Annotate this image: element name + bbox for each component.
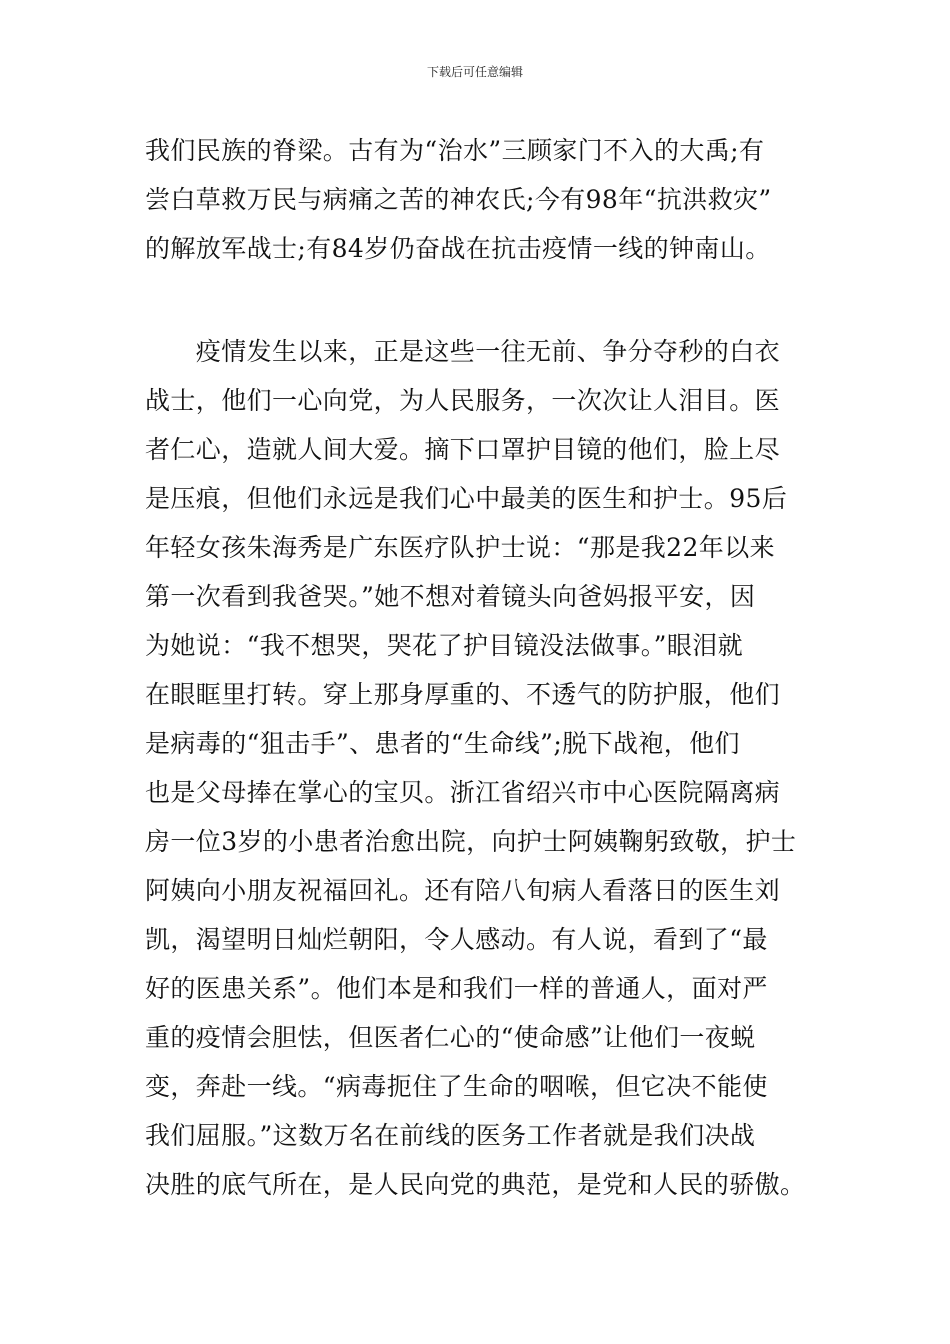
- text-line: 的解放军战士;有84岁仍奋战在抗击疫情一线的钟南山。: [145, 234, 771, 263]
- text-line: 是压痕，但他们永远是我们心中最美的医生和护士。95后: [145, 484, 788, 513]
- text-line: 战士，他们一心向党，为人民服务，一次次让人泪目。医: [145, 386, 781, 415]
- text-line: 房一位3岁的小患者治愈出院，向护士阿姨鞠躬致敬，护士: [145, 827, 797, 856]
- text-line: 重的疫情会胆怯，但医者仁心的“使命感”让他们一夜蜕: [145, 1023, 756, 1052]
- text-line: 年轻女孩朱海秀是广东医疗队护士说：“那是我22年以来: [145, 533, 775, 562]
- paragraph-1: [145, 126, 810, 273]
- text-line: 凯，渴望明日灿烂朝阳，令人感动。有人说，看到了“最: [145, 925, 768, 954]
- text-line: 是病毒的“狙击手”、患者的“生命线”;脱下战袍，他们: [145, 729, 740, 758]
- text-line: 阿姨向小朋友祝福回礼。还有陪八旬病人看落日的医生刘: [145, 876, 781, 905]
- text-line: 变，奔赴一线。“病毒扼住了生命的咽喉，但它决不能使: [145, 1072, 768, 1101]
- page-header: 下载后可任意编辑: [426, 65, 523, 79]
- paragraph-2: [145, 327, 810, 1209]
- text-line: 尝白草救万民与病痛之苦的神农氏;今有98年“抗洪救灾”: [145, 185, 772, 214]
- text-line: 为她说：“我不想哭，哭花了护目镜没法做事。”眼泪就: [145, 631, 744, 660]
- text-line: 好的医患关系”。他们本是和我们一样的普通人，面对严: [145, 974, 768, 1003]
- text-line: 我们屈服。”这数万名在前线的医务工作者就是我们决战: [145, 1121, 756, 1150]
- text-line: 我们民族的脊梁。古有为“治水”三顾家门不入的大禹;有: [145, 136, 765, 165]
- text-line: 第一次看到我爸哭。”她不想对着镜头向爸妈报平安，因: [145, 582, 756, 611]
- text-line: 也是父母捧在掌心的宝贝。浙江省绍兴市中心医院隔离病: [145, 778, 781, 807]
- text-line: 者仁心，造就人间大爱。摘下口罩护目镜的他们，脸上尽: [145, 435, 781, 464]
- text-line: 在眼眶里打转。穿上那身厚重的、不透气的防护服，他们: [145, 680, 781, 709]
- text-line: 疫情发生以来，正是这些一往无前、争分夺秒的白衣: [145, 337, 781, 366]
- text-line: 决胜的底气所在，是人民向党的典范，是党和人民的骄傲。: [145, 1170, 806, 1199]
